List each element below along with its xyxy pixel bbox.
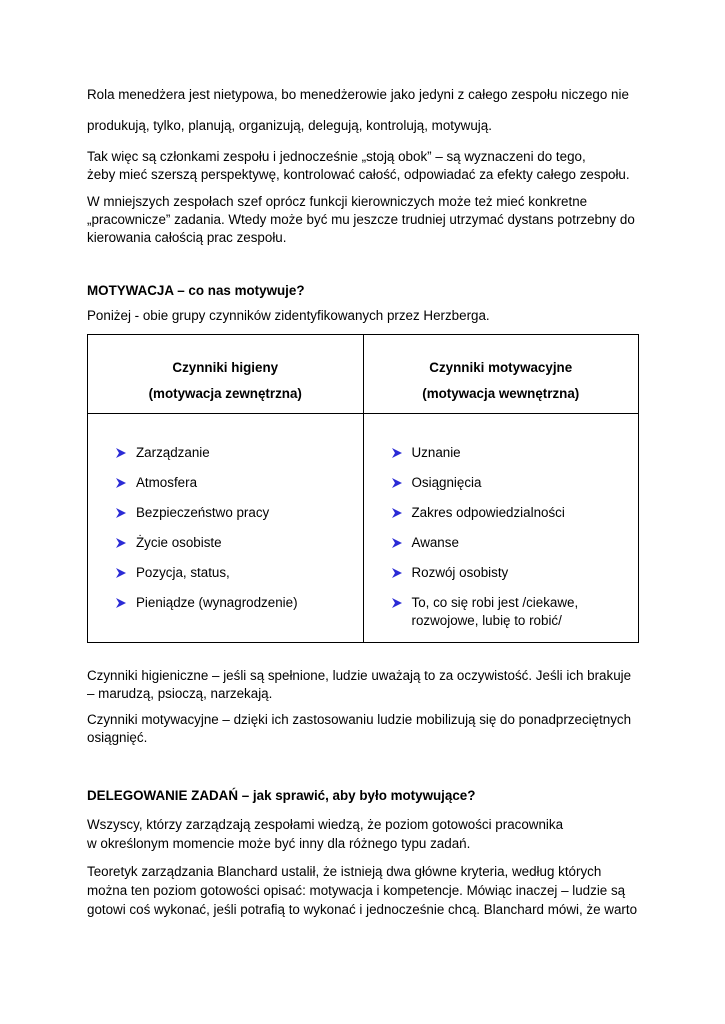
motivators-subtitle: (motywacja wewnętrzna) bbox=[422, 386, 580, 401]
list-item-label: Zakres odpowiedzialności bbox=[411, 505, 565, 520]
list-item-label: To, co się robi jest /ciekawe, bbox=[411, 595, 579, 610]
list-item bbox=[116, 504, 363, 522]
hygiene-title: Czynniki higieny bbox=[172, 360, 279, 375]
list-item-label: Atmosfera bbox=[136, 475, 198, 490]
motivation-intro bbox=[87, 307, 647, 325]
list-item bbox=[116, 534, 363, 552]
arrowhead-bullet-icon bbox=[392, 448, 402, 458]
text-line: Czynniki motywacyjne – dzięki ich zastosowaniu ludzie mobilizują się do ponadprzeciętnych bbox=[87, 712, 632, 727]
motivators-list-cell bbox=[363, 414, 639, 643]
list-item bbox=[392, 534, 639, 552]
list-item-label: Osiągnięcia bbox=[411, 475, 482, 490]
arrowhead-bullet-icon bbox=[116, 598, 126, 608]
text-line: produkują, tylko, planują, organizują, delegują, kontrolują, motywują. bbox=[87, 118, 492, 133]
text-line: Rola menedżera jest nietypowa, bo menedżerowie jako jedyni z całego zespołu niczego nie bbox=[87, 87, 629, 102]
text-line: „pracownicze” zadania. Wtedy może być mu jeszcze trudniej utrzymać dystans potrzebny do bbox=[87, 212, 635, 227]
list-item-label: Życie osobiste bbox=[136, 535, 222, 550]
motivator-factor-list bbox=[364, 414, 639, 630]
list-item-label: Bezpieczeństwo pracy bbox=[136, 505, 270, 520]
list-item-label: Awanse bbox=[411, 535, 459, 550]
arrowhead-bullet-icon bbox=[392, 598, 402, 608]
text-line: żeby mieć szerszą perspektywę, kontrolować całość, odpowiadać za efekty całego zespołu. bbox=[87, 167, 630, 182]
intro-paragraph-1-cont bbox=[87, 117, 647, 135]
hygiene-factor-list bbox=[88, 414, 363, 612]
text-line: Teoretyk zarządzania Blanchard ustalił, że istnieją dwa główne kryteria, według których bbox=[87, 864, 602, 879]
list-item bbox=[116, 474, 363, 492]
list-item-label: Pieniądze (wynagrodzenie) bbox=[136, 595, 298, 610]
arrowhead-bullet-icon bbox=[392, 478, 402, 488]
list-item-label-cont: rozwojowe, lubię to robić/ bbox=[411, 613, 562, 628]
list-item-label: Rozwój osobisty bbox=[411, 565, 509, 580]
hygiene-header-cell bbox=[88, 335, 364, 414]
intro-paragraph-3 bbox=[87, 193, 647, 247]
list-item bbox=[392, 504, 639, 522]
intro-paragraph-1 bbox=[87, 86, 647, 104]
arrowhead-bullet-icon bbox=[116, 478, 126, 488]
text-line: W mniejszych zespołach szef oprócz funkcji kierowniczych może też mieć konkretne bbox=[87, 194, 588, 209]
list-item bbox=[116, 564, 363, 582]
list-item bbox=[392, 444, 639, 462]
heading-text: DELEGOWANIE ZADAŃ – jak sprawić, aby było motywujące? bbox=[87, 788, 476, 803]
arrowhead-bullet-icon bbox=[116, 538, 126, 548]
hygiene-list-cell bbox=[88, 414, 364, 643]
delegation-paragraph-2 bbox=[87, 863, 647, 919]
list-item bbox=[392, 594, 639, 630]
text-line: Poniżej - obie grupy czynników zidentyfikowanych przez Herzberga. bbox=[87, 308, 490, 323]
text-line: w określonym momencie może być inny dla różnego typu zadań. bbox=[87, 836, 471, 851]
text-line: Tak więc są członkami zespołu i jednocześnie „stoją obok” – są wyznaczeni do tego, bbox=[87, 149, 586, 164]
text-line: kierowania całością prac zespołu. bbox=[87, 230, 287, 245]
arrowhead-bullet-icon bbox=[116, 568, 126, 578]
hygiene-subtitle: (motywacja zewnętrzna) bbox=[148, 386, 302, 401]
list-item-label: Zarządzanie bbox=[136, 445, 210, 460]
motivators-explanation bbox=[87, 711, 647, 747]
motivators-header-cell bbox=[363, 335, 639, 414]
text-line: można ten poziom gotowości opisać: motywacja i kompetencje. Mówiąc inaczej – ludzie są bbox=[87, 883, 626, 898]
motivators-title: Czynniki motywacyjne bbox=[429, 360, 573, 375]
delegation-paragraph-1 bbox=[87, 816, 647, 853]
arrowhead-bullet-icon bbox=[392, 508, 402, 518]
motivation-heading bbox=[87, 282, 647, 300]
text-line: Czynniki higieniczne – jeśli są spełnione, ludzie uważają to za oczywistość. Jeśli ich brakuje bbox=[87, 668, 632, 683]
list-item bbox=[116, 444, 363, 462]
herzberg-factors-table bbox=[87, 334, 639, 643]
list-item-label: Pozycja, status, bbox=[136, 565, 230, 580]
list-item bbox=[116, 594, 363, 612]
intro-paragraph-2 bbox=[87, 148, 647, 184]
text-line: osiągnięć. bbox=[87, 730, 148, 745]
hygiene-explanation bbox=[87, 667, 647, 703]
heading-text: MOTYWACJA – co nas motywuje? bbox=[87, 283, 305, 298]
arrowhead-bullet-icon bbox=[392, 538, 402, 548]
list-item bbox=[392, 564, 639, 582]
list-item bbox=[392, 474, 639, 492]
delegation-heading bbox=[87, 787, 647, 805]
arrowhead-bullet-icon bbox=[116, 508, 126, 518]
arrowhead-bullet-icon bbox=[392, 568, 402, 578]
text-line: – marudzą, psioczą, narzekają. bbox=[87, 686, 273, 701]
arrowhead-bullet-icon bbox=[116, 448, 126, 458]
list-item-label: Uznanie bbox=[411, 445, 461, 460]
text-line: gotowi coś wykonać, jeśli potrafią to wykonać i jednocześnie chcą. Blanchard mówi, że warto bbox=[87, 902, 638, 917]
text-line: Wszyscy, którzy zarządzają zespołami wiedzą, że poziom gotowości pracownika bbox=[87, 817, 564, 832]
